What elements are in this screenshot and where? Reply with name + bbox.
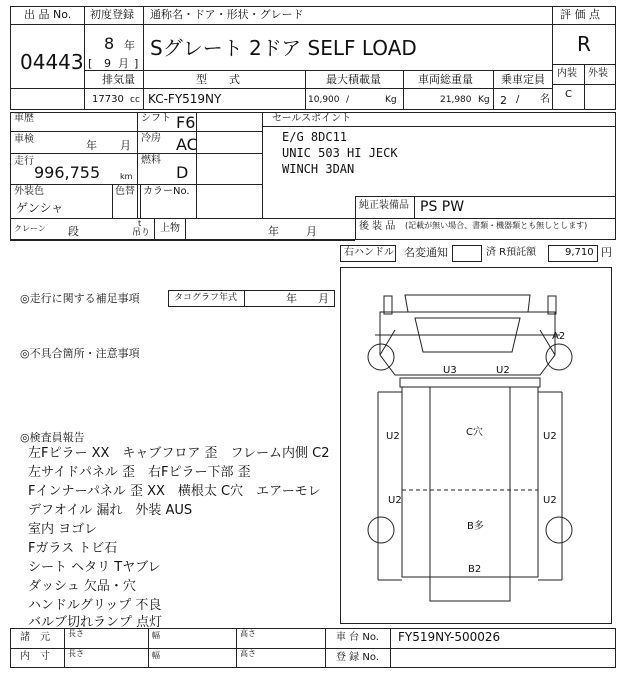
mark-u2-left-low: U2 [388,495,402,506]
grade-label: 評 価 点 [560,8,600,21]
first-reg-month: 9 [104,57,111,70]
crane-label: クレーン [14,224,46,233]
mark-u3: U3 [443,365,457,376]
registration-label: 登 録 No. [336,652,379,663]
inspector-line-4: デフオイル 漏れ 外装 AUS [28,503,193,518]
total-weight-label: 車両総重量 [418,73,473,86]
upper-month-unit: 月 [306,225,317,238]
mark-u2-right: U2 [543,431,557,442]
shift-value: F6 [176,113,196,132]
length-label-2: 長さ [68,649,84,658]
inspector-line-5: 室内 ヨゴレ [28,522,98,537]
displacement-value: 17730 [92,94,124,105]
total-weight-unit: Kg [478,95,490,105]
max-load-value: 10,900 [308,95,340,105]
color-label: 外装色 [14,186,44,197]
inspector-line-3: Fインナーパネル 歪 XX 横根太 C穴 エアーモレ [28,484,321,499]
first-reg-year: 8 [104,34,115,53]
displacement-unit: cc [130,95,140,105]
supplement-title: ◎走行に関する補足事項 [20,292,140,305]
mark-u2-top: U2 [496,365,510,376]
inspector-line-8: ダッシュ 欠品・穴 [28,579,136,594]
max-load-sep: / [346,95,350,105]
interior-value: C [565,89,572,100]
defect-title: ◎不具合箇所・注意事項 [20,347,140,360]
mark-b2: B2 [468,564,482,575]
mileage-label: 走行 [14,156,34,167]
aircon-value: AC [176,135,198,154]
lot-label: 出 品 No. [24,8,72,21]
mark-u2-left: U2 [386,431,400,442]
model-value: KC-FY519NY [148,92,222,106]
first-reg-label: 初度登録 [90,8,134,21]
height-label-2: 高さ [240,649,256,658]
right-hand-label: 右ハンドル [344,247,394,258]
inspector-line-6: Fガラス トビ石 [28,541,118,556]
inspector-line-1: 左Fピラー XX キャブフロア 歪 フレーム内側 C2 [28,446,330,461]
yen-unit: 円 [601,246,612,259]
recycle-label: 済 R預託額 [486,247,537,258]
width-label-2: 幅 [152,651,160,660]
grade-value: R [577,32,591,56]
mark-c-hole: C穴 [466,427,483,438]
chassis-number: FY519NY-500026 [398,630,501,644]
recycle-value: 9,710 [565,247,594,258]
inspector-line-9: ハンドルグリップ 不良 [28,598,162,613]
mileage-unit: km [120,172,133,181]
after-parts-note: (記載が無い場合、書類・機器類とも無しとします) [405,221,588,230]
inspection-month-unit: 月 [120,139,131,152]
model-name: Sグレート 2ドア SELF LOAD [150,36,417,60]
total-weight-value: 21,980 [440,95,472,105]
capacity-value: 2 [500,94,507,107]
color-value: ゲンシャ [16,201,64,215]
crane-ton: t [138,219,142,228]
inspector-line-7: シート ヘタリ Tヤブレ [28,560,161,575]
interior-label: 内装 [557,68,577,79]
max-load-unit: Kg [385,95,397,105]
color-code-label: カラーNo. [143,186,190,197]
tacho-label: タコグラフ年式 [174,293,238,303]
specs-label: 諸 元 [20,632,50,643]
first-reg-year-unit: 年 [124,39,135,52]
sales-line-3: WINCH 3DAN [282,162,355,176]
inner-dims-label: 内 寸 [20,651,50,662]
first-reg-month-unit: 月 [118,57,129,70]
max-load-label: 最大積載量 [326,73,381,86]
name-label: 通称名・ドア・形状・グレード [150,8,304,21]
first-reg-month-open: [ [88,57,93,70]
chassis-label: 車 台 No. [336,632,379,643]
first-reg-month-close: ] [134,57,139,70]
crane-hang: 吊り [132,228,151,238]
model-label: 型 式 [196,73,240,86]
equipment-value: PS PW [420,199,465,215]
length-label-1: 長さ [68,629,84,638]
capacity-unit: 名 [540,94,550,105]
shift-label: シフト [141,113,171,124]
capacity-label: 乗車定員 [501,73,545,86]
mark-u2-right-low: U2 [543,495,557,506]
exterior-label: 外装 [588,68,608,79]
upper-label: 上物 [160,223,180,234]
crane-stage: 段 [68,225,79,238]
sales-line-2: UNIC 503 HI JECK [282,146,398,160]
tacho-year-unit: 年 [286,292,297,305]
upper-year-unit: 年 [268,225,279,238]
height-label-1: 高さ [240,629,256,638]
fuel-value: D [176,163,189,182]
sales-point-label: セールスポイント [272,113,352,124]
aircon-label: 冷房 [141,133,161,144]
color-change-label: 色替 [115,186,135,197]
after-parts-label: 後 装 品 [359,221,396,232]
displacement-label: 排気量 [102,73,135,86]
inspector-line-2: 左サイドパネル 歪 右Fピラー下部 歪 [28,465,251,480]
name-change-box [452,245,482,262]
mark-b-many: B多 [467,521,484,532]
equipment-label: 純正装備品 [359,200,409,211]
tacho-month-unit: 月 [318,292,329,305]
width-label-1: 幅 [152,631,160,640]
inspector-title: ◎検査員報告 [20,431,85,444]
fuel-label: 燃料 [141,155,161,166]
name-change-label: 名変通知 [404,246,448,259]
history-label: 車歴 [14,113,34,124]
mark-a2: A2 [552,331,566,342]
capacity-sep: / [516,94,520,105]
inspection-year-unit: 年 [86,139,97,152]
sales-line-1: E/G 8DC11 [282,130,348,144]
mileage-value: 996,755 [34,163,101,182]
lot-number: 04443 [20,50,84,74]
inspection-label: 車検 [14,134,34,145]
inspector-line-10: バルブ切れランプ 点灯 [28,615,163,630]
